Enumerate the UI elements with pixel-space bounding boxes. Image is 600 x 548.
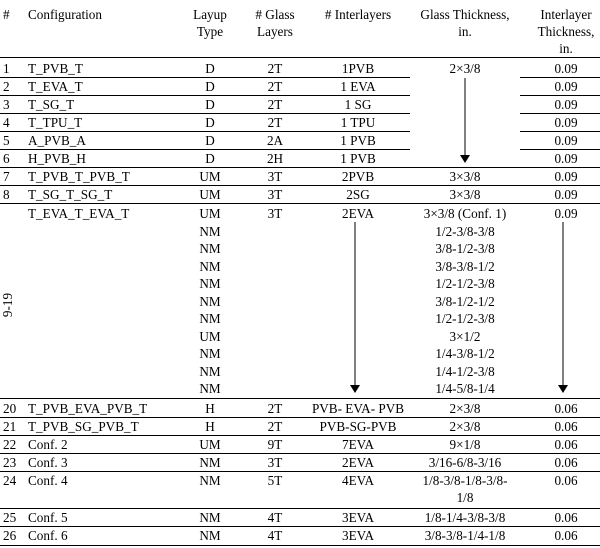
row-configuration: T_PVB_SG_PVB_T xyxy=(28,419,139,434)
row-glass-layers: 2H xyxy=(266,151,284,166)
row-configuration: T_EVA_T xyxy=(28,79,83,94)
group-row-layup-type: NM xyxy=(199,241,221,256)
row-glass-layers: 3T xyxy=(267,455,283,470)
row-layup-type: NM xyxy=(199,455,221,470)
header-rule xyxy=(0,57,600,58)
group-row-layup-type: NM xyxy=(199,276,221,291)
row-rule xyxy=(0,167,600,168)
row-configuration: A_PVB_A xyxy=(28,133,86,148)
header-interlayer-thickness: in. xyxy=(559,41,573,56)
row-rule xyxy=(0,417,600,418)
row-num: 1 xyxy=(3,61,10,76)
row-interlayers: 1PVB xyxy=(341,61,375,76)
row-interlayers: 1 PVB xyxy=(340,133,376,148)
group-row-glass-thickness: 1/4-3/8-1/2 xyxy=(435,346,495,361)
interlayer-thickness-arrow-head xyxy=(558,385,568,393)
group-row-glass-thickness: 3×1/2 xyxy=(449,328,481,344)
row-interlayers: 2EVA xyxy=(342,455,374,470)
row-glass-thickness: 3×3/8 xyxy=(449,187,481,202)
row-layup-type: NM xyxy=(199,510,221,525)
row-num: 5 xyxy=(3,133,10,148)
row-num: 3 xyxy=(3,97,10,112)
row-num: 6 xyxy=(3,151,10,166)
row-num: 20 xyxy=(3,401,17,416)
row-interlayer-thickness: 0.09 xyxy=(554,133,578,148)
header-num: # xyxy=(3,7,10,22)
row-glass-thickness: 9×1/8 xyxy=(449,437,481,452)
row-num: 8 xyxy=(3,187,10,202)
row-interlayer-thickness: 0.06 xyxy=(554,419,578,434)
group-num: 9-19 xyxy=(0,292,16,318)
header-interlayer-thickness: Thickness, xyxy=(537,24,595,39)
row-num: 23 xyxy=(3,455,17,470)
row-interlayers: PVB-SG-PVB xyxy=(319,419,397,434)
group-row-layup-type: NM xyxy=(199,293,221,309)
row-layup-type: H xyxy=(205,419,215,434)
group-row-layup-type: NM xyxy=(199,311,221,326)
row-configuration: Conf. 4 xyxy=(28,473,68,488)
row-configuration: Conf. 5 xyxy=(28,510,68,525)
row-configuration: T_PVB_T_PVB_T xyxy=(28,169,130,184)
row-interlayers: 3EVA xyxy=(342,510,374,525)
header-glass-thickness: Glass Thickness, xyxy=(420,7,510,22)
group-row-glass-thickness: 3/8-1/2-3/8 xyxy=(435,241,495,256)
row-glass-thickness: 3/16-6/8-3/16 xyxy=(428,455,502,470)
row-rule xyxy=(0,131,410,132)
row-glass-layers: 5T xyxy=(267,473,283,488)
row-interlayer-thickness: 0.06 xyxy=(554,437,578,452)
row-num: 22 xyxy=(3,437,17,452)
row-layup-type: D xyxy=(205,151,215,166)
row-glass-layers: 9T xyxy=(267,437,283,452)
row-interlayers: 2PVB xyxy=(341,169,375,184)
row-interlayer-thickness: 0.06 xyxy=(554,510,578,525)
row-rule xyxy=(520,95,600,96)
header-layup-type: Layup xyxy=(193,7,227,22)
row-glass-layers: 2T xyxy=(267,97,283,112)
group-row-glass-thickness: 3/8-1/2-1/2 xyxy=(435,293,495,309)
row-configuration: T_PVB_EVA_PVB_T xyxy=(28,401,148,416)
row-interlayer-thickness: 0.06 xyxy=(554,401,578,416)
row-configuration: H_PVB_H xyxy=(28,151,86,166)
row-rule xyxy=(0,203,600,204)
row-rule xyxy=(520,149,600,150)
row-layup-type: D xyxy=(205,133,215,148)
row-glass-layers: 2T xyxy=(267,79,283,94)
group-row-layup-type: NM xyxy=(199,346,221,361)
header-configuration: Configuration xyxy=(28,7,102,22)
row-interlayer-thickness: 0.09 xyxy=(554,97,578,112)
row-interlayer-thickness: 0.09 xyxy=(554,61,578,76)
row-configuration: Conf. 3 xyxy=(28,455,68,470)
group-row-layup-type: UM xyxy=(199,206,221,221)
row-glass-thickness: 2×3/8 xyxy=(449,419,481,434)
header-glass-layers: # Glass xyxy=(255,7,295,22)
row-interlayers: 7EVA xyxy=(342,437,374,452)
row-interlayers: 1 TPU xyxy=(340,115,376,130)
row-configuration: T_SG_T xyxy=(28,97,75,112)
row-glass-thickness: 1/8-1/4-3/8-3/8 xyxy=(424,510,506,525)
row-rule xyxy=(0,95,410,96)
group-row-layup-type: NM xyxy=(199,363,221,379)
row-configuration: T_SG_T_SG_T xyxy=(28,187,113,202)
row-rule xyxy=(0,113,410,114)
row-glass-thickness: 1/8-3/8-1/8-3/8- xyxy=(422,473,508,488)
group-row-glass-thickness: 1/4-1/2-3/8 xyxy=(435,363,495,379)
row-num: 26 xyxy=(3,528,17,543)
header-layup-type: Type xyxy=(196,24,224,39)
row-configuration: T_PVB_T xyxy=(28,61,83,76)
row-rule xyxy=(0,508,600,509)
row-rule xyxy=(0,453,600,454)
group-row-glass-thickness: 1/4-5/8-1/4 xyxy=(435,381,495,396)
group-row-layup-type: UM xyxy=(199,328,221,344)
row-interlayers: 1 PVB xyxy=(340,151,376,166)
row-layup-type: UM xyxy=(199,169,221,184)
row-interlayers: PVB- EVA- PVB xyxy=(311,401,405,416)
row-interlayer-thickness: 0.09 xyxy=(554,115,578,130)
group-row-glass-thickness: 1/2-3/8-3/8 xyxy=(435,223,495,239)
row-rule xyxy=(0,149,410,150)
row-num: 21 xyxy=(3,419,17,434)
group-row-glass-thickness: 3×3/8 (Conf. 1) xyxy=(423,206,507,221)
row-rule xyxy=(520,131,600,132)
interlayer-arrow-head xyxy=(350,385,360,393)
group-interlayer-thickness: 0.09 xyxy=(554,206,578,221)
row-interlayers: 1 SG xyxy=(344,97,372,112)
row-layup-type: D xyxy=(205,97,215,112)
row-interlayers: 1 EVA xyxy=(340,79,376,94)
row-num: 2 xyxy=(3,79,10,94)
group-row-layup-type: NM xyxy=(199,381,221,396)
glass-thickness-arrow-head xyxy=(460,155,470,163)
row-glass-layers: 3T xyxy=(267,187,283,202)
row-glass-layers: 2T xyxy=(267,401,283,416)
group-rule xyxy=(0,398,600,399)
group-glass-layers: 3T xyxy=(267,206,283,221)
header-glass-thickness: in. xyxy=(458,24,472,39)
group-interlayers: 2EVA xyxy=(342,206,374,221)
row-interlayer-thickness: 0.09 xyxy=(554,169,578,184)
group-row-glass-thickness: 1/2-1/2-3/8 xyxy=(435,276,495,291)
header-interlayers: # Interlayers xyxy=(324,7,392,22)
row-glass-thickness: 2×3/8 xyxy=(449,401,481,416)
row-glass-thickness: 2×3/8 xyxy=(449,61,481,76)
row-interlayer-thickness: 0.06 xyxy=(554,528,578,543)
row-glass-layers: 4T xyxy=(267,510,283,525)
row-layup-type: UM xyxy=(199,437,221,452)
row-rule xyxy=(0,545,600,546)
row-glass-layers: 2T xyxy=(267,61,283,76)
row-interlayer-thickness: 0.06 xyxy=(554,473,578,488)
row-rule xyxy=(520,77,600,78)
group-row-glass-thickness: 3/8-3/8-1/2 xyxy=(435,258,495,274)
row-interlayers: 3EVA xyxy=(342,528,374,543)
row-rule xyxy=(0,471,600,472)
row-layup-type: H xyxy=(205,401,215,416)
row-num: 4 xyxy=(3,115,10,130)
row-interlayer-thickness: 0.09 xyxy=(554,187,578,202)
row-interlayer-thickness: 0.06 xyxy=(554,455,578,470)
row-layup-type: D xyxy=(205,115,215,130)
row-rule xyxy=(0,435,600,436)
row-glass-layers: 4T xyxy=(267,528,283,543)
row-glass-layers: 2T xyxy=(267,419,283,434)
row-glass-thickness: 3×3/8 xyxy=(449,169,481,184)
header-glass-layers: Layers xyxy=(257,24,293,39)
row-glass-thickness: 1/8 xyxy=(456,490,474,505)
row-configuration: Conf. 2 xyxy=(28,437,68,452)
group-row-layup-type: NM xyxy=(199,223,221,239)
group-row-glass-thickness: 1/2-1/2-3/8 xyxy=(435,311,495,326)
row-interlayer-thickness: 0.09 xyxy=(554,79,578,94)
row-glass-thickness: 3/8-3/8-1/4-1/8 xyxy=(424,528,506,543)
row-rule xyxy=(520,113,600,114)
row-glass-layers: 2A xyxy=(266,133,284,148)
row-glass-layers: 2T xyxy=(267,115,283,130)
header-interlayer-thickness: Interlayer xyxy=(540,7,592,22)
row-num: 24 xyxy=(3,473,17,488)
row-glass-layers: 3T xyxy=(267,169,283,184)
row-interlayers: 4EVA xyxy=(342,473,374,488)
row-layup-type: NM xyxy=(199,528,221,543)
row-layup-type: UM xyxy=(199,187,221,202)
row-interlayer-thickness: 0.09 xyxy=(554,151,578,166)
row-num: 25 xyxy=(3,510,17,525)
row-configuration: Conf. 6 xyxy=(28,528,68,543)
row-rule xyxy=(0,77,410,78)
row-layup-type: D xyxy=(205,79,215,94)
row-layup-type: NM xyxy=(199,473,221,488)
row-layup-type: D xyxy=(205,61,215,76)
row-num: 7 xyxy=(3,169,10,184)
row-rule xyxy=(0,185,600,186)
group-row-layup-type: NM xyxy=(199,258,221,274)
row-configuration: T_TPU_T xyxy=(28,115,83,130)
row-rule xyxy=(0,526,600,527)
row-interlayers: 2SG xyxy=(346,187,370,202)
group-configuration: T_EVA_T_EVA_T xyxy=(28,206,130,221)
